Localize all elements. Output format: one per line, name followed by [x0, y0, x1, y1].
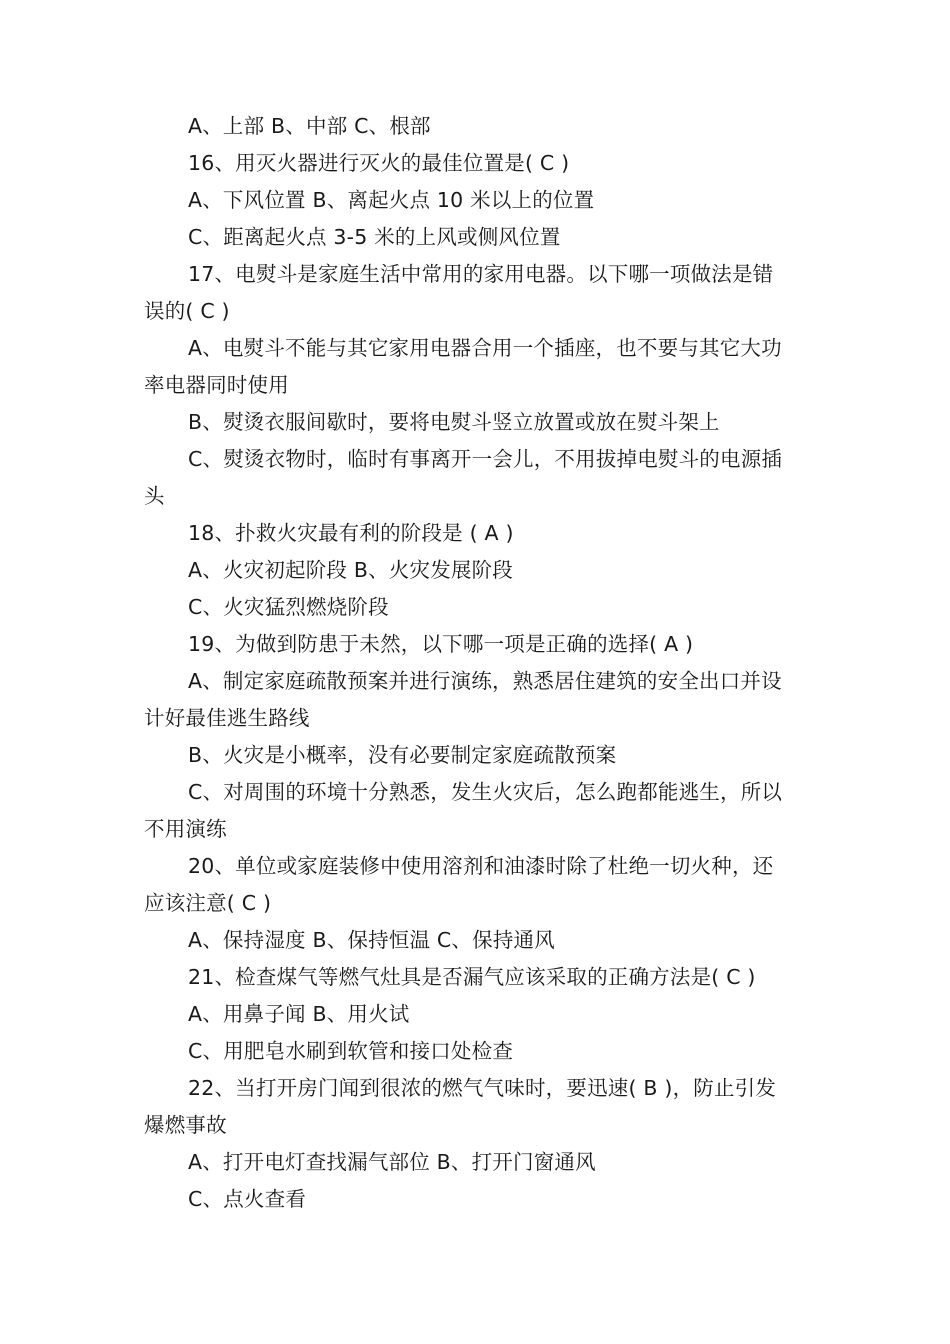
text-line: A、用鼻子闻 B、用火试: [188, 1002, 410, 1026]
text-line: 头: [144, 484, 165, 508]
text-line: A、打开电灯查找漏气部位 B、打开门窗通风: [188, 1150, 596, 1174]
document-body: [144, 108, 812, 1218]
text-line: B、熨烫衣服间歇时，要将电熨斗竖立放置或放在熨斗架上: [188, 410, 720, 434]
text-line: A、制定家庭疏散预案并进行演练，熟悉居住建筑的安全出口并设: [188, 669, 782, 693]
text-line: 18、扑救火灾最有利的阶段是 ( A ): [188, 521, 514, 545]
text-line: 爆燃事故: [144, 1113, 227, 1137]
text-line: C、用肥皂水刷到软管和接口处检查: [188, 1039, 514, 1063]
text-line: 率电器同时使用: [144, 373, 289, 397]
text-line: C、距离起火点 3-5 米的上风或侧风位置: [188, 225, 561, 249]
text-line: B、火灾是小概率，没有必要制定家庭疏散预案: [188, 743, 617, 767]
text-line: 17、电熨斗是家庭生活中常用的家用电器。以下哪一项做法是错: [188, 262, 774, 286]
text-line: 20、单位或家庭装修中使用溶剂和油漆时除了杜绝一切火种，还: [188, 854, 774, 878]
text-line: A、保持湿度 B、保持恒温 C、保持通风: [188, 928, 555, 952]
text-line: 误的( C ): [144, 299, 230, 323]
text-line: A、火灾初起阶段 B、火灾发展阶段: [188, 558, 514, 582]
text-line: 应该注意( C ): [144, 891, 272, 915]
text-line: C、熨烫衣物时，临时有事离开一会儿，不用拔掉电熨斗的电源插: [188, 447, 783, 471]
text-line: A、上部 B、中部 C、根部: [188, 114, 431, 138]
text-line: 不用演练: [144, 817, 227, 841]
text-line: C、对周围的环境十分熟悉，发生火灾后，怎么跑都能逃生，所以: [188, 780, 783, 804]
text-line: C、点火查看: [188, 1187, 307, 1211]
text-line: 计好最佳逃生路线: [144, 706, 310, 730]
text-line: 19、为做到防患于未然，以下哪一项是正确的选择( A ): [188, 632, 694, 656]
text-line: 22、当打开房门闻到很浓的燃气气味时，要迅速( B )，防止引发: [188, 1076, 777, 1100]
text-line: C、火灾猛烈燃烧阶段: [188, 595, 389, 619]
text-line: 16、用灭火器进行灭火的最佳位置是( C ): [188, 151, 570, 175]
text-line: A、下风位置 B、离起火点 10 米以上的位置: [188, 188, 595, 212]
text-line: A、电熨斗不能与其它家用电器合用一个插座，也不要与其它大功: [188, 336, 782, 360]
text-line: 21、检查煤气等燃气灶具是否漏气应该采取的正确方法是( C ): [188, 965, 756, 989]
